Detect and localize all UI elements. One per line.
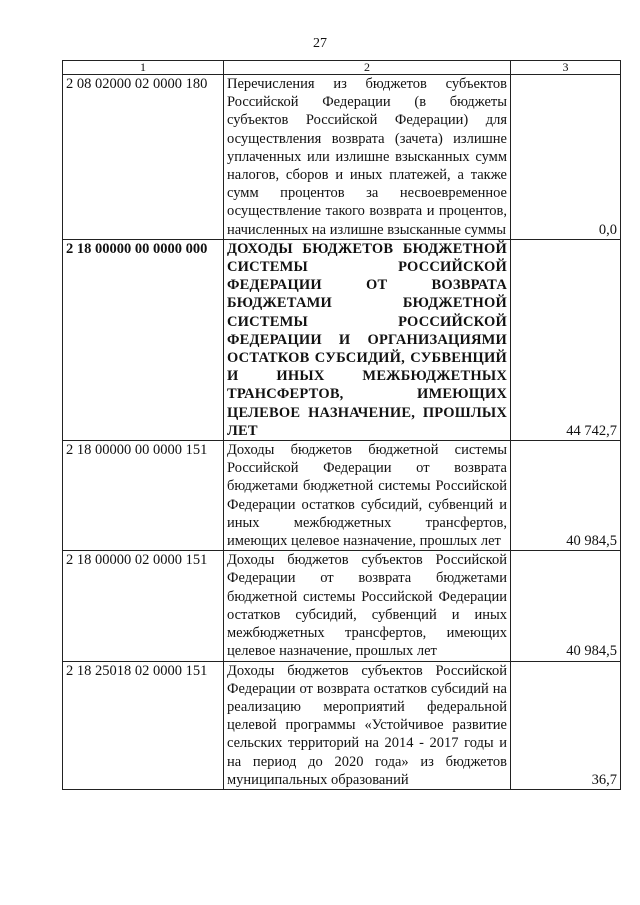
table-row bbox=[63, 551, 621, 661]
table-header-row bbox=[63, 61, 621, 75]
row-code: 2 18 00000 00 0000 000 bbox=[63, 239, 224, 440]
row-description: Доходы бюджетов субъектов Российской Федерации от возврата бюджетами бюджетной системы Российской Федерации остатков субсидий, субвенций и иных межбюджетных трансфертов, имеющих целевое назначение, прошлых лет bbox=[224, 551, 511, 661]
row-description: Доходы бюджетов бюджетной системы Российской Федерации от возврата бюджетами бюджетной системы Российской Федерации остатков субсидий, субвенций и иных межбюджетных трансфертов, имеющих целевое назначение, прошлых лет bbox=[224, 441, 511, 551]
column-header-code: 1 bbox=[63, 61, 224, 75]
row-amount: 36,7 bbox=[511, 661, 621, 789]
row-description: ДОХОДЫ БЮДЖЕТОВ БЮДЖЕТНОЙ СИСТЕМЫ РОССИЙСКОЙ ФЕДЕРАЦИИ ОТ ВОЗВРАТА БЮДЖЕТАМИ БЮДЖЕТНОЙ СИСТЕМЫ РОССИЙСКОЙ ФЕДЕРАЦИИ И ОРГАНИЗАЦИЯМИ ОСТАТКОВ СУБСИДИЙ, СУБВЕНЦИЙ И ИНЫХ МЕЖБЮДЖЕТНЫХ ТРАНСФЕРТОВ, ИМЕЮЩИХ ЦЕЛЕВОЕ НАЗНАЧЕНИЕ, ПРОШЛЫХ ЛЕТ bbox=[224, 239, 511, 440]
row-code: 2 18 00000 00 0000 151 bbox=[63, 441, 224, 551]
column-header-amount: 3 bbox=[511, 61, 621, 75]
table-row bbox=[63, 441, 621, 551]
column-header-description: 2 bbox=[224, 61, 511, 75]
table-row bbox=[63, 75, 621, 240]
row-code: 2 08 02000 02 0000 180 bbox=[63, 75, 224, 240]
row-code: 2 18 25018 02 0000 151 bbox=[63, 661, 224, 789]
page-number: 27 bbox=[313, 36, 327, 51]
table-row bbox=[63, 661, 621, 789]
row-amount: 44 742,7 bbox=[511, 239, 621, 440]
row-description: Перечисления из бюджетов субъектов Российской Федерации (в бюджеты субъектов Российской Федерации) для осуществления возврата (зачета) излишне уплаченных или излишне взысканных сумм налогов, сборов и иных платежей, а также сумм процентов за несвоевременное осуществление такого возврата и процентов, начисленных на излишне взысканные суммы bbox=[224, 75, 511, 240]
budget-revenue-table bbox=[62, 60, 621, 790]
row-code: 2 18 00000 02 0000 151 bbox=[63, 551, 224, 661]
row-amount: 0,0 bbox=[511, 75, 621, 240]
row-description: Доходы бюджетов субъектов Российской Федерации от возврата остатков субсидий на реализацию мероприятий федеральной целевой программы «Устойчивое развитие сельских территорий на 2014 - 2017 годы и на период до 2020 года» из бюджетов муниципальных образований bbox=[224, 661, 511, 789]
table-row bbox=[63, 239, 621, 440]
row-amount: 40 984,5 bbox=[511, 441, 621, 551]
row-amount: 40 984,5 bbox=[511, 551, 621, 661]
